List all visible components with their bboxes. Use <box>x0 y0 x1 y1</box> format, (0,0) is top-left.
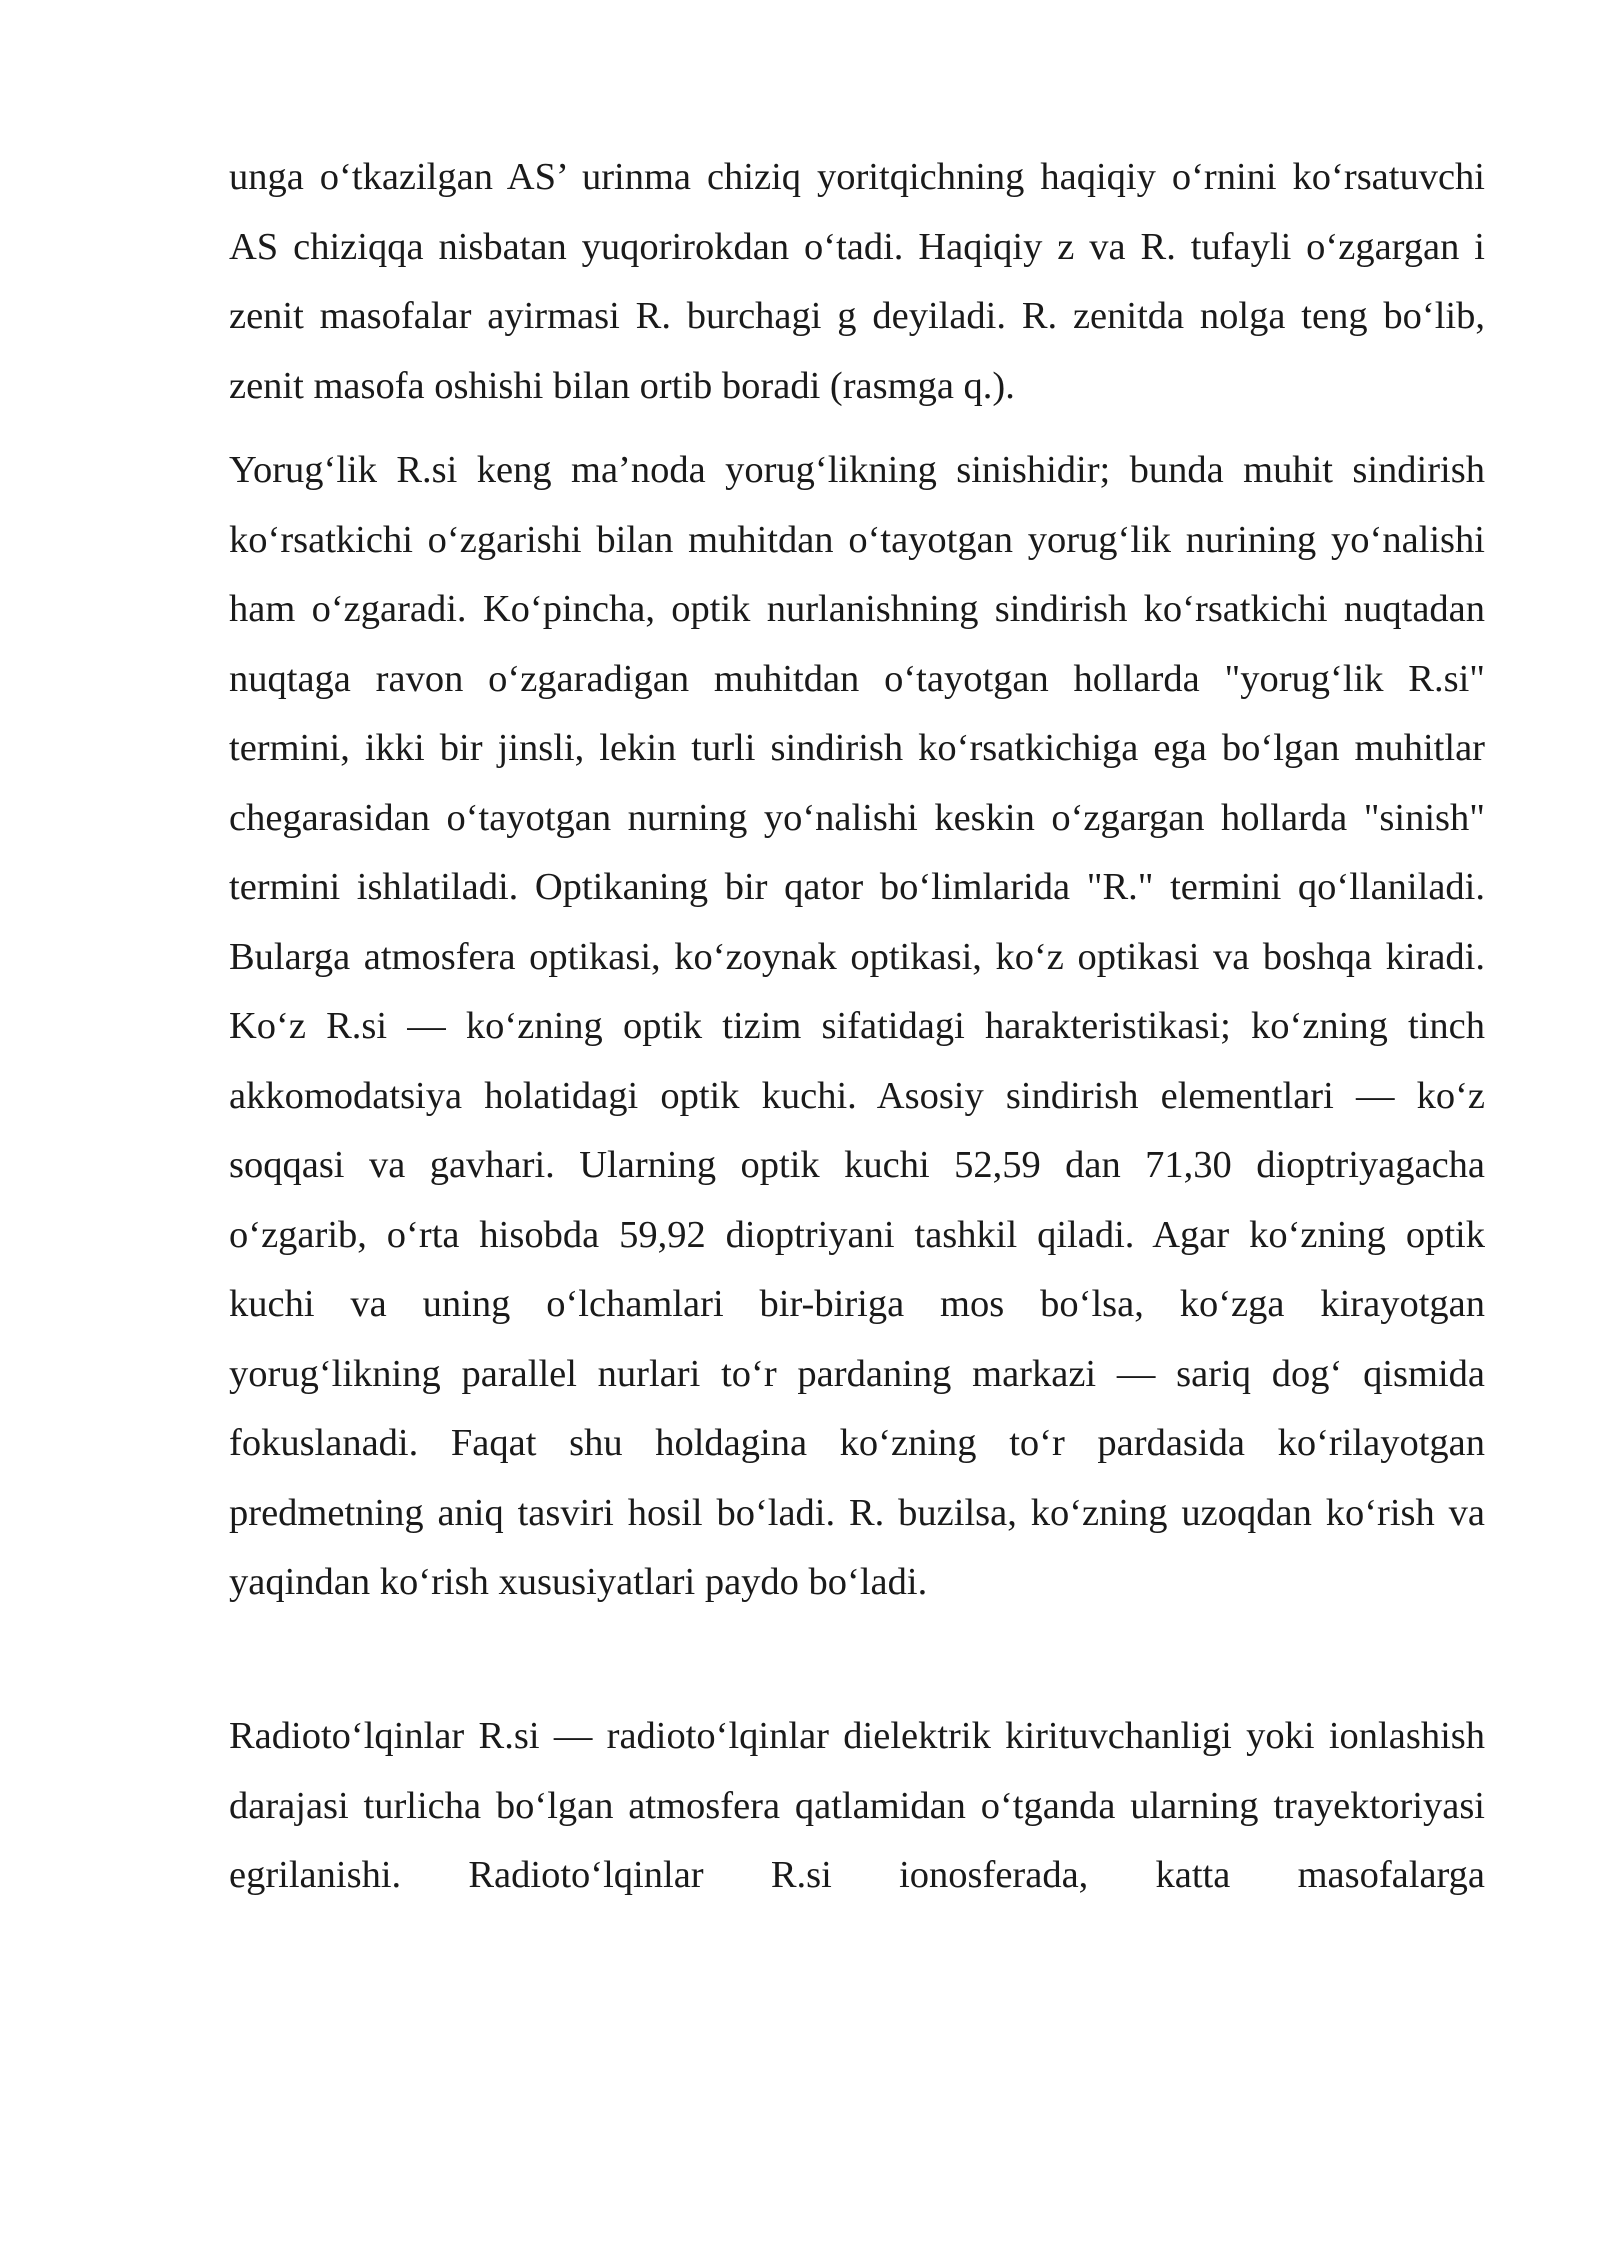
paragraph-3: Radioto‘lqinlar R.si — radioto‘lqinlar dielektrik kirituvchanligi yoki ionlashish darajasi turlicha bo‘lgan atmosfera qatlamidan o‘tganda ularning trayektoriyasi egrilanishi. Radioto‘lqinlar R.si ionosferada, katta masofalarga <box>229 1715 1485 1896</box>
paragraph-1: unga o‘tkazilgan AS’ urinma chiziq yoritqichning haqiqiy o‘rnini ko‘rsatuvchi AS chiziqqa nisbatan yuqorirokdan o‘tadi. Haqiqiy z va R. tufayli o‘zgargan i zenit masofalar ayirmasi R. burchagi g deyiladi. R. zenitda nolga teng bo‘lib, zenit masofa oshishi bilan ortib boradi (rasmga q.). <box>229 156 1485 407</box>
paragraph-2: Yorug‘lik R.si keng ma’noda yorug‘likning sinishidir; bunda muhit sindirish ko‘rsatkichi o‘zgarishi bilan muhitdan o‘tayotgan yorug‘lik nurining yo‘nalishi ham o‘zgaradi. Ko‘pincha, optik nurlanishning sindirish ko‘rsatkichi nuqtadan nuqtaga ravon o‘zgaradigan muhitdan o‘tayotgan hollarda "yorug‘lik R.si" termini, ikki bir jinsli, lekin turli sindirish ko‘rsatkichiga ega bo‘lgan muhitlar chegarasidan o‘tayotgan nurning yo‘nalishi keskin o‘zgargan hollarda "sinish" termini ishlatiladi. Optikaning bir qator bo‘limlarida "R." termini qo‘llaniladi. Bularga atmosfera optikasi, ko‘zoynak optikasi, ko‘z optikasi va boshqa kiradi. Ko‘z R.si — ko‘zning optik tizim sifatidagi harakteristikasi; ko‘zning tinch akkomodatsiya holatidagi optik kuchi. Asosiy sindirish elementlari — ko‘z soqqasi va gavhari. Ularning optik kuchi 52,59 dan 71,30 dioptriyagacha o‘zgarib, o‘rta hisobda 59,92 dioptriyani tashkil qiladi. Agar ko‘zning optik kuchi va uning o‘lchamlari bir-biriga mos bo‘lsa, ko‘zga kirayotgan yorug‘likning parallel nurlari to‘r pardaning markazi — sariq dog‘ qismida fokuslanadi. Faqat shu holdagina ko‘zning to‘r pardasida ko‘rilayotgan predmetning aniq tasviri hosil bo‘ladi. R. buzilsa, ko‘zning uzoqdan ko‘rish va yaqindan ko‘rish xususiyatlari paydo bo‘ladi. <box>229 449 1485 1603</box>
